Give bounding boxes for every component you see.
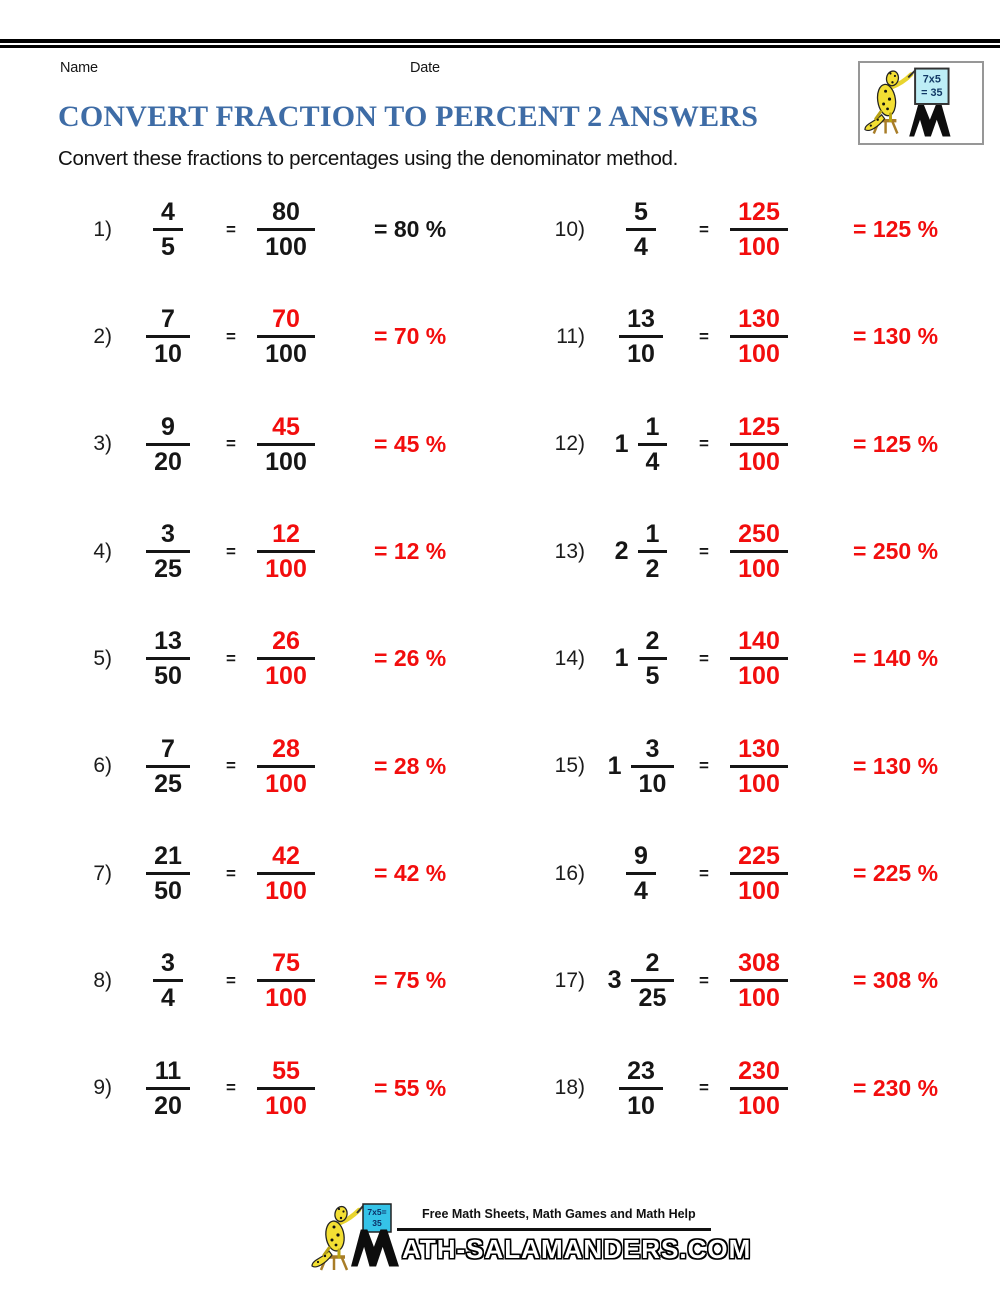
equals-sign: = bbox=[699, 863, 709, 883]
fraction-denominator: 4 bbox=[634, 233, 648, 262]
answer-text: = 42 % bbox=[374, 860, 447, 887]
problem-number: 6) bbox=[93, 754, 112, 778]
problem-row bbox=[535, 1035, 995, 1142]
salamander-icon bbox=[865, 70, 915, 130]
fraction-bar bbox=[730, 335, 788, 338]
fraction-denominator: 20 bbox=[154, 1091, 182, 1120]
given-fraction bbox=[631, 736, 675, 797]
given-fraction bbox=[146, 628, 190, 689]
problems-column-right bbox=[535, 176, 995, 1142]
result-slot bbox=[238, 199, 334, 260]
given-value bbox=[585, 306, 697, 367]
fraction-bar bbox=[631, 765, 675, 768]
fraction-denominator: 100 bbox=[738, 447, 780, 476]
fraction-numerator: 2 bbox=[645, 627, 660, 656]
fraction-denominator: 100 bbox=[265, 769, 307, 798]
given-value bbox=[585, 950, 697, 1011]
fraction-bar bbox=[153, 979, 183, 982]
fraction-numerator: 75 bbox=[272, 949, 300, 978]
fraction-denominator: 100 bbox=[265, 233, 307, 262]
result-fraction bbox=[730, 843, 788, 904]
date-label: Date bbox=[410, 60, 440, 76]
equals-sign: = bbox=[699, 326, 709, 346]
problem-row bbox=[62, 1035, 517, 1142]
fraction-numerator: 3 bbox=[161, 520, 175, 549]
fraction-numerator: 5 bbox=[634, 198, 648, 227]
given-fraction bbox=[619, 1058, 663, 1119]
fraction-bar bbox=[146, 872, 190, 875]
problem-row bbox=[535, 176, 995, 283]
problem-number: 16) bbox=[554, 861, 585, 885]
result-slot bbox=[238, 521, 334, 582]
math-salamanders-badge bbox=[858, 61, 984, 145]
answer-text: = 55 % bbox=[374, 1074, 447, 1101]
fraction-numerator: 9 bbox=[161, 412, 175, 441]
fraction-bar bbox=[638, 657, 668, 660]
chalkboard-icon bbox=[915, 69, 948, 104]
given-value bbox=[112, 736, 224, 797]
fraction-numerator: 140 bbox=[738, 627, 780, 656]
fraction-bar bbox=[257, 335, 315, 338]
fraction-numerator: 125 bbox=[738, 198, 780, 227]
result-fraction bbox=[730, 306, 788, 367]
fraction-numerator: 13 bbox=[154, 627, 182, 656]
given-fraction bbox=[153, 199, 183, 260]
fraction-numerator: 2 bbox=[645, 949, 660, 978]
fraction-numerator: 250 bbox=[738, 520, 780, 549]
problem-row bbox=[535, 820, 995, 927]
fraction-bar bbox=[730, 979, 788, 982]
fraction-bar bbox=[638, 443, 668, 446]
fraction-bar bbox=[257, 657, 315, 660]
fraction-bar bbox=[638, 550, 668, 553]
fraction-bar bbox=[257, 979, 315, 982]
fraction-denominator: 100 bbox=[738, 555, 780, 584]
given-value bbox=[112, 628, 224, 689]
footer-site-text: ATH-SALAMANDERS.COM bbox=[402, 1234, 752, 1264]
problem-row bbox=[535, 391, 995, 498]
fraction-numerator: 42 bbox=[272, 842, 300, 871]
fraction-bar bbox=[730, 765, 788, 768]
problem-number: 9) bbox=[93, 1076, 112, 1100]
fraction-bar bbox=[626, 228, 656, 231]
given-value bbox=[112, 521, 224, 582]
problem-row bbox=[62, 176, 517, 283]
given-fraction bbox=[638, 414, 668, 475]
footer-logo bbox=[305, 1198, 752, 1284]
fraction-bar bbox=[257, 765, 315, 768]
answer-text: = 28 % bbox=[374, 752, 447, 779]
given-fraction bbox=[638, 521, 668, 582]
fraction-numerator: 11 bbox=[154, 1056, 182, 1085]
answer-text: = 26 % bbox=[374, 645, 447, 672]
fraction-bar bbox=[730, 443, 788, 446]
result-fraction bbox=[257, 1058, 315, 1119]
fraction-denominator: 25 bbox=[154, 769, 182, 798]
result-fraction bbox=[730, 628, 788, 689]
fraction-bar bbox=[153, 228, 183, 231]
fraction-bar bbox=[730, 657, 788, 660]
fraction-bar bbox=[730, 228, 788, 231]
answer-text: = 80 % bbox=[374, 216, 447, 243]
problem-number: 14) bbox=[554, 646, 585, 670]
result-fraction bbox=[257, 199, 315, 260]
result-slot bbox=[711, 843, 807, 904]
answer-text: = 75 % bbox=[374, 967, 447, 994]
result-slot bbox=[711, 628, 807, 689]
fraction-bar bbox=[257, 443, 315, 446]
fraction-numerator: 230 bbox=[738, 1056, 780, 1085]
answer-text: = 140 % bbox=[853, 645, 939, 672]
given-fraction bbox=[146, 736, 190, 797]
equals-sign: = bbox=[226, 1078, 236, 1098]
given-fraction bbox=[153, 950, 183, 1011]
given-whole-number: 1 bbox=[614, 429, 629, 458]
fraction-bar bbox=[146, 1087, 190, 1090]
given-whole-number: 2 bbox=[614, 537, 629, 566]
problem-row bbox=[535, 605, 995, 712]
problem-number: 10) bbox=[554, 217, 585, 241]
fraction-bar bbox=[257, 1087, 315, 1090]
fraction-denominator: 10 bbox=[627, 340, 655, 369]
fraction-denominator: 4 bbox=[161, 984, 175, 1013]
given-value bbox=[112, 843, 224, 904]
board-text-line2: = 35 bbox=[921, 87, 943, 100]
given-value bbox=[112, 306, 224, 367]
given-value bbox=[585, 843, 697, 904]
fraction-denominator: 5 bbox=[645, 662, 660, 691]
result-fraction bbox=[730, 1058, 788, 1119]
name-label: Name bbox=[60, 60, 98, 76]
given-fraction bbox=[146, 843, 190, 904]
given-value bbox=[112, 414, 224, 475]
equals-sign: = bbox=[699, 970, 709, 990]
equals-sign: = bbox=[226, 541, 236, 561]
answer-text: = 125 % bbox=[853, 216, 939, 243]
equals-sign: = bbox=[226, 648, 236, 668]
answer-text: = 130 % bbox=[853, 323, 939, 350]
fraction-numerator: 1 bbox=[645, 520, 660, 549]
given-fraction bbox=[146, 1058, 190, 1119]
fraction-numerator: 7 bbox=[161, 305, 175, 334]
fraction-bar bbox=[619, 1087, 663, 1090]
result-fraction bbox=[730, 414, 788, 475]
equals-sign: = bbox=[226, 970, 236, 990]
given-value bbox=[585, 199, 697, 260]
fraction-denominator: 100 bbox=[265, 555, 307, 584]
given-value bbox=[585, 628, 697, 689]
fraction-numerator: 26 bbox=[272, 627, 300, 656]
fraction-bar bbox=[257, 872, 315, 875]
problem-number: 2) bbox=[93, 324, 112, 348]
equals-sign: = bbox=[226, 434, 236, 454]
problem-row bbox=[62, 713, 517, 820]
problem-row bbox=[62, 820, 517, 927]
equals-sign: = bbox=[699, 434, 709, 454]
given-value bbox=[112, 1058, 224, 1119]
given-value bbox=[585, 521, 697, 582]
given-fraction bbox=[638, 628, 668, 689]
result-slot bbox=[711, 736, 807, 797]
given-fraction bbox=[146, 521, 190, 582]
page-title: CONVERT FRACTION TO PERCENT 2 ANSWERS bbox=[58, 100, 759, 133]
problem-number: 12) bbox=[554, 432, 585, 456]
problem-row bbox=[62, 498, 517, 605]
fraction-denominator: 100 bbox=[738, 877, 780, 906]
result-slot bbox=[711, 950, 807, 1011]
result-slot bbox=[238, 736, 334, 797]
problem-number: 13) bbox=[554, 539, 585, 563]
instruction-text: Convert these fractions to percentages using the denominator method. bbox=[58, 147, 679, 170]
board-text-line1: 7x5 bbox=[922, 73, 941, 86]
equals-sign: = bbox=[699, 648, 709, 668]
fraction-numerator: 7 bbox=[161, 734, 175, 763]
fraction-denominator: 100 bbox=[265, 877, 307, 906]
fraction-bar bbox=[146, 765, 190, 768]
result-fraction bbox=[257, 843, 315, 904]
result-fraction bbox=[730, 736, 788, 797]
equals-sign: = bbox=[699, 219, 709, 239]
given-value bbox=[585, 1058, 697, 1119]
fraction-numerator: 28 bbox=[272, 734, 300, 763]
problems-column-left bbox=[62, 176, 517, 1142]
equals-sign: = bbox=[226, 863, 236, 883]
problem-row bbox=[62, 605, 517, 712]
given-value bbox=[585, 414, 697, 475]
badge-m-glyph bbox=[909, 105, 950, 136]
result-slot bbox=[238, 1058, 334, 1119]
fraction-numerator: 9 bbox=[634, 842, 648, 871]
fraction-denominator: 10 bbox=[154, 340, 182, 369]
result-fraction bbox=[257, 306, 315, 367]
equals-sign: = bbox=[226, 756, 236, 776]
answer-text: = 130 % bbox=[853, 752, 939, 779]
problem-number: 4) bbox=[93, 539, 112, 563]
fraction-denominator: 10 bbox=[627, 1091, 655, 1120]
fraction-numerator: 1 bbox=[645, 412, 660, 441]
equals-sign: = bbox=[699, 541, 709, 561]
fraction-denominator: 20 bbox=[154, 447, 182, 476]
fraction-numerator: 45 bbox=[272, 412, 300, 441]
board-text-line2: 35 bbox=[372, 1218, 382, 1228]
fraction-denominator: 100 bbox=[738, 1091, 780, 1120]
fraction-denominator: 100 bbox=[265, 662, 307, 691]
problem-row bbox=[62, 283, 517, 390]
problem-number: 11) bbox=[556, 324, 585, 348]
fraction-numerator: 21 bbox=[154, 842, 182, 871]
fraction-denominator: 4 bbox=[645, 447, 660, 476]
result-fraction bbox=[257, 521, 315, 582]
fraction-numerator: 125 bbox=[738, 412, 780, 441]
given-fraction bbox=[626, 843, 656, 904]
answer-text: = 12 % bbox=[374, 538, 447, 565]
problem-number: 17) bbox=[554, 968, 585, 992]
equals-sign: = bbox=[226, 219, 236, 239]
fraction-bar bbox=[146, 550, 190, 553]
problem-number: 5) bbox=[93, 646, 112, 670]
fraction-denominator: 100 bbox=[265, 984, 307, 1013]
given-fraction bbox=[146, 306, 190, 367]
result-fraction bbox=[730, 521, 788, 582]
fraction-bar bbox=[146, 443, 190, 446]
fraction-numerator: 3 bbox=[645, 734, 660, 763]
answer-text: = 225 % bbox=[853, 860, 939, 887]
problem-row bbox=[535, 927, 995, 1034]
fraction-denominator: 50 bbox=[154, 877, 182, 906]
result-fraction bbox=[257, 414, 315, 475]
result-slot bbox=[711, 521, 807, 582]
given-whole-number: 3 bbox=[607, 966, 622, 995]
given-whole-number: 1 bbox=[607, 751, 622, 780]
footer-m-glyph bbox=[351, 1229, 399, 1267]
fraction-numerator: 70 bbox=[272, 305, 300, 334]
result-fraction bbox=[730, 199, 788, 260]
result-fraction bbox=[257, 950, 315, 1011]
problem-row bbox=[535, 498, 995, 605]
result-slot bbox=[238, 414, 334, 475]
fraction-denominator: 4 bbox=[634, 877, 648, 906]
problem-number: 15) bbox=[554, 754, 585, 778]
fraction-denominator: 100 bbox=[265, 1091, 307, 1120]
answer-text: = 70 % bbox=[374, 323, 447, 350]
equals-sign: = bbox=[699, 756, 709, 776]
fraction-bar bbox=[257, 228, 315, 231]
given-fraction bbox=[146, 414, 190, 475]
problem-number: 3) bbox=[93, 432, 112, 456]
fraction-denominator: 100 bbox=[738, 233, 780, 262]
fraction-denominator: 2 bbox=[645, 555, 660, 584]
problem-row bbox=[62, 391, 517, 498]
fraction-bar bbox=[626, 872, 656, 875]
result-slot bbox=[711, 199, 807, 260]
given-value bbox=[112, 199, 224, 260]
problem-number: 1) bbox=[93, 217, 112, 241]
footer-divider bbox=[397, 1228, 711, 1231]
answer-text: = 250 % bbox=[853, 538, 939, 565]
fraction-denominator: 100 bbox=[738, 662, 780, 691]
fraction-denominator: 25 bbox=[638, 984, 667, 1013]
given-fraction bbox=[631, 950, 675, 1011]
fraction-numerator: 130 bbox=[738, 734, 780, 763]
result-slot bbox=[238, 950, 334, 1011]
given-whole-number: 1 bbox=[614, 644, 629, 673]
header-rule bbox=[0, 39, 1000, 48]
fraction-bar bbox=[631, 979, 675, 982]
fraction-bar bbox=[730, 872, 788, 875]
given-value bbox=[112, 950, 224, 1011]
fraction-denominator: 100 bbox=[265, 447, 307, 476]
problem-number: 8) bbox=[93, 968, 112, 992]
fraction-numerator: 308 bbox=[738, 949, 780, 978]
answer-text: = 125 % bbox=[853, 430, 939, 457]
given-fraction bbox=[626, 199, 656, 260]
result-fraction bbox=[257, 736, 315, 797]
fraction-numerator: 4 bbox=[161, 198, 175, 227]
result-slot bbox=[238, 306, 334, 367]
fraction-numerator: 3 bbox=[161, 949, 175, 978]
fraction-numerator: 12 bbox=[272, 520, 300, 549]
equals-sign: = bbox=[699, 1078, 709, 1098]
fraction-numerator: 13 bbox=[627, 305, 655, 334]
result-slot bbox=[238, 628, 334, 689]
salamander-logo-icon bbox=[860, 63, 982, 143]
answer-text: = 45 % bbox=[374, 430, 447, 457]
problem-row bbox=[535, 713, 995, 820]
fraction-denominator: 100 bbox=[738, 769, 780, 798]
footer-tagline: Free Math Sheets, Math Games and Math Help bbox=[422, 1207, 696, 1221]
equals-sign: = bbox=[226, 326, 236, 346]
fraction-bar bbox=[257, 550, 315, 553]
fraction-bar bbox=[619, 335, 663, 338]
result-fraction bbox=[257, 628, 315, 689]
fraction-bar bbox=[730, 1087, 788, 1090]
problem-number: 18) bbox=[554, 1076, 585, 1100]
problem-row bbox=[62, 927, 517, 1034]
fraction-bar bbox=[146, 335, 190, 338]
board-text-line1: 7x5= bbox=[367, 1207, 387, 1217]
given-fraction bbox=[619, 306, 663, 367]
answer-text: = 308 % bbox=[853, 967, 939, 994]
result-slot bbox=[711, 414, 807, 475]
fraction-numerator: 55 bbox=[272, 1056, 300, 1085]
fraction-numerator: 80 bbox=[272, 198, 300, 227]
result-slot bbox=[238, 843, 334, 904]
fraction-numerator: 130 bbox=[738, 305, 780, 334]
result-fraction bbox=[730, 950, 788, 1011]
fraction-denominator: 100 bbox=[738, 340, 780, 369]
given-value bbox=[585, 736, 697, 797]
result-slot bbox=[711, 306, 807, 367]
fraction-denominator: 10 bbox=[638, 769, 667, 798]
fraction-denominator: 100 bbox=[738, 984, 780, 1013]
fraction-numerator: 23 bbox=[627, 1056, 655, 1085]
fraction-bar bbox=[146, 657, 190, 660]
fraction-numerator: 225 bbox=[738, 842, 780, 871]
fraction-denominator: 25 bbox=[154, 555, 182, 584]
fraction-denominator: 100 bbox=[265, 340, 307, 369]
fraction-denominator: 50 bbox=[154, 662, 182, 691]
fraction-bar bbox=[730, 550, 788, 553]
problem-number: 7) bbox=[93, 861, 112, 885]
fraction-denominator: 5 bbox=[161, 233, 175, 262]
chalkboard-icon bbox=[363, 1204, 391, 1232]
result-slot bbox=[711, 1058, 807, 1119]
problem-row bbox=[535, 283, 995, 390]
answer-text: = 230 % bbox=[853, 1074, 939, 1101]
